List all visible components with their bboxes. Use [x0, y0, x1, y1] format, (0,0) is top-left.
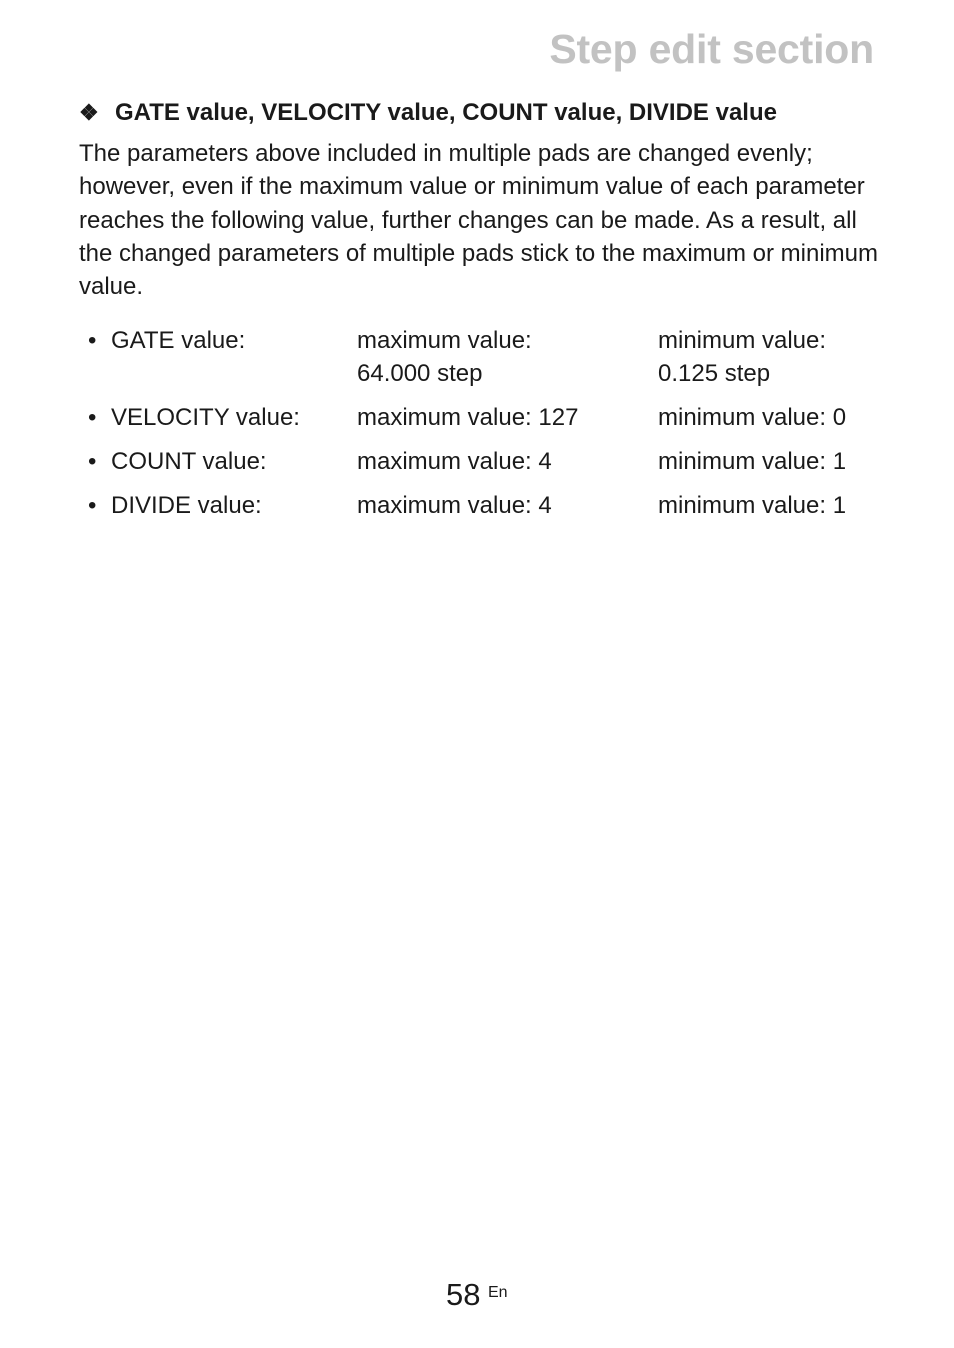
page-language: En [488, 1284, 508, 1301]
parameter-minimum: minimum value: 1 [658, 492, 847, 519]
parameter-maximum-value: 64.000 step [357, 360, 483, 387]
parameter-list [88, 324, 888, 533]
bullet-icon: • [88, 492, 97, 519]
diamond-bullet-icon: ❖ [79, 100, 99, 125]
parameter-minimum: minimum value: 1 [658, 448, 847, 475]
parameter-row-velocity [88, 401, 888, 434]
parameter-maximum: maximum value: 127 [357, 404, 579, 431]
bullet-icon: • [88, 404, 97, 431]
parameter-row-divide [88, 489, 888, 522]
parameter-name: VELOCITY value: [111, 404, 300, 431]
bullet-icon: • [88, 448, 97, 475]
page-number: 58 [446, 1277, 481, 1312]
parameter-maximum: maximum value: 4 [357, 492, 552, 519]
parameter-row-gate [88, 324, 888, 390]
section-title: Step edit section [549, 26, 874, 72]
parameter-name: GATE value: [111, 327, 246, 354]
parameter-maximum-label: maximum value: [357, 327, 532, 354]
parameter-name: COUNT value: [111, 448, 267, 475]
bullet-icon: • [88, 327, 97, 354]
parameter-maximum: maximum value: 4 [357, 448, 552, 475]
subheading [79, 99, 777, 127]
parameter-row-count [88, 445, 888, 478]
parameter-name: DIVIDE value: [111, 492, 262, 519]
parameter-minimum-label: minimum value: [658, 327, 827, 354]
body-paragraph: The parameters above included in multiple pads are changed evenly; however, even if the maximum value or minimum value of each parameter reaches the following value, further changes can be made. As a result, all the changed parameters of multiple pads stick to the maximum or minimum value. [79, 140, 878, 301]
parameter-minimum [658, 324, 888, 390]
parameter-minimum: minimum value: 0 [658, 404, 847, 431]
parameter-minimum-value: 0.125 step [658, 360, 771, 387]
subheading-text: GATE value, VELOCITY value, COUNT value, DIVIDE value [115, 99, 777, 126]
parameter-maximum [357, 324, 647, 390]
